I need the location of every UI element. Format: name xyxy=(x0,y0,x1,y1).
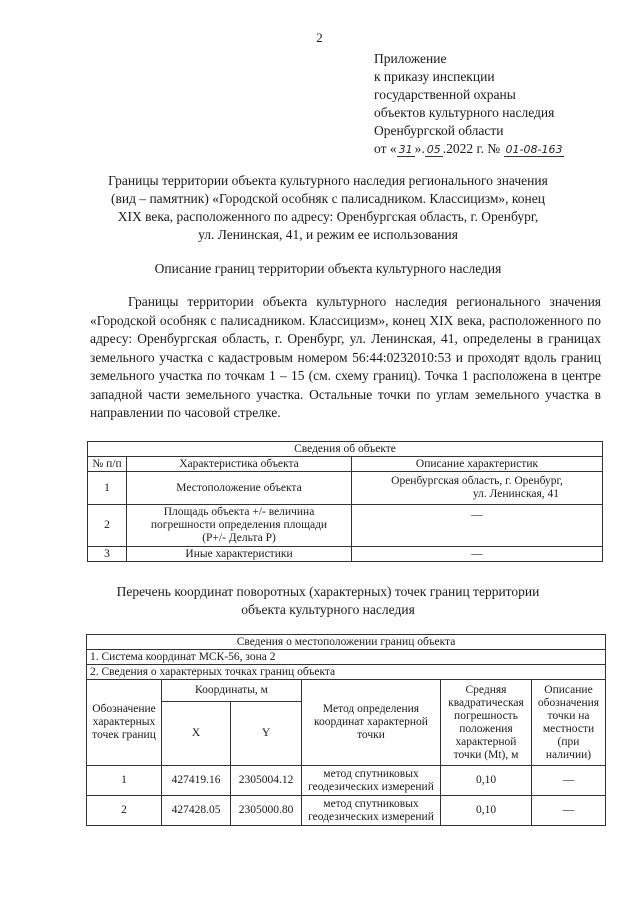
appendix-line: Оренбургской области xyxy=(374,123,504,138)
header-line: характерной xyxy=(455,735,517,748)
header-line: Средняя xyxy=(465,683,507,696)
error-value: 0,10 xyxy=(441,796,532,826)
header-line: точек границ xyxy=(92,729,156,741)
header-line: Описание xyxy=(544,683,593,696)
row-number: 1 xyxy=(88,472,127,505)
table-row xyxy=(87,796,606,826)
appendix-line: государственной охраны xyxy=(374,87,516,102)
table-caption: Сведения о местоположении границ объекта xyxy=(87,635,606,650)
value-line: ул. Ленинская, 41 xyxy=(472,488,559,500)
row-number: 3 xyxy=(88,547,127,562)
description-value: — xyxy=(532,766,606,796)
method-value xyxy=(302,796,441,826)
section-subtitle: Описание границ территории объекта культурного наследия xyxy=(154,261,502,276)
header-line: обозначения xyxy=(537,696,600,709)
point-id: 2 xyxy=(87,796,162,826)
x-value: 427428.05 xyxy=(162,796,231,826)
table-row xyxy=(88,472,603,505)
table-caption: Сведения об объекте xyxy=(88,442,603,457)
method-line: метод спутниковых xyxy=(323,767,419,780)
method-line: геодезических измерений xyxy=(308,810,434,823)
title-line: Границы территории объекта культурного наследия регионального значения xyxy=(108,173,548,188)
char-line: (P+/- Дельта P) xyxy=(202,532,276,544)
coordinates-heading xyxy=(78,583,578,619)
header-line: (при xyxy=(557,735,580,748)
column-header: Характеристика объекта xyxy=(127,457,352,472)
value-line: Оренбургская область, г. Оренбург, xyxy=(391,475,563,487)
row-value: — xyxy=(352,547,603,562)
title-line: (вид – памятник) «Городской особняк с палисадником. Классицизм», конец xyxy=(110,191,546,206)
coordinates-table xyxy=(86,634,606,826)
date-prefix: от « xyxy=(374,141,397,156)
method-line: метод спутниковых xyxy=(323,797,419,810)
row-value: — xyxy=(352,505,603,547)
handwritten-month: 05 xyxy=(426,143,441,156)
error-value: 0,10 xyxy=(441,766,532,796)
header-line: координат характерной xyxy=(314,716,428,728)
table-row xyxy=(87,766,606,796)
char-line: погрешности определения площади xyxy=(150,519,328,531)
y-value: 2305004.12 xyxy=(231,766,302,796)
column-header: Описание характеристик xyxy=(352,457,603,472)
table-row xyxy=(88,505,603,547)
appendix-line: к приказу инспекции xyxy=(374,69,495,84)
description-header xyxy=(532,680,606,766)
coordinates-header: Координаты, м xyxy=(162,680,302,702)
handwritten-order-number: 01-08-163 xyxy=(505,143,563,156)
header-line: погрешность xyxy=(454,709,518,722)
error-header xyxy=(441,680,532,766)
page-number: 2 xyxy=(316,30,323,45)
header-line: квадратическая xyxy=(448,696,524,709)
header-line: положения xyxy=(459,722,513,735)
appendix-block xyxy=(374,50,564,158)
row-characteristic: Иные характеристики xyxy=(127,547,352,562)
coordinate-system: 1. Система координат МСК-56, зона 2 xyxy=(87,650,606,665)
column-header: № п/п xyxy=(88,457,127,472)
order-date-line xyxy=(374,140,564,158)
point-id: 1 xyxy=(87,766,162,796)
header-line: наличии) xyxy=(545,748,592,761)
header-line: точки (Mt), м xyxy=(453,748,519,761)
date-mid: ». xyxy=(414,141,425,156)
method-line: геодезических измерений xyxy=(308,780,434,793)
method-header xyxy=(302,680,441,766)
header-line: точки на xyxy=(547,709,590,722)
description-paragraph: Границы территории объекта культурного наследия регионального значения «Городской особняк с палисадником. Классицизм», конец XIX века, расположенного по адресу: Оренбургская область, г. Оренбург, ул. Ленинская, 41, определены в границах земельного участка с кадастровым номером 56:44:0232010:53 и проходят вдоль границ земельного участка по точкам 1 – 15 (см. схему границ). Точка 1 расположена в центре западной части земельного участка. Остальные точки по углам земельного участка в направлении по часовой стрелке. xyxy=(90,294,601,420)
x-header: X xyxy=(162,702,231,766)
header-line: точки xyxy=(357,729,385,741)
heading-line: объекта культурного наследия xyxy=(241,602,415,617)
handwritten-day: 31 xyxy=(398,143,413,156)
appendix-line: Приложение xyxy=(374,51,447,66)
title-line: XIX века, расположенного по адресу: Оренбургская область, г. Оренбург, xyxy=(117,209,539,224)
row-characteristic xyxy=(127,505,352,547)
header-line: характерных xyxy=(92,716,156,728)
heading-line: Перечень координат поворотных (характерных) точек границ территории xyxy=(116,584,540,599)
row-characteristic: Местоположение объекта xyxy=(127,472,352,505)
y-header: Y xyxy=(231,702,302,766)
table-row xyxy=(88,547,603,562)
description-value: — xyxy=(532,796,606,826)
title-line: ул. Ленинская, 41, и режим ее использования xyxy=(198,227,458,242)
date-year: .2022 г. № xyxy=(442,141,501,156)
object-info-table xyxy=(87,441,603,562)
row-value xyxy=(352,472,603,505)
char-line: Площадь объекта +/- величина xyxy=(163,506,315,518)
y-value: 2305000.80 xyxy=(231,796,302,826)
x-value: 427419.16 xyxy=(162,766,231,796)
header-line: Обозначение xyxy=(92,703,156,715)
header-line: Метод определения xyxy=(322,703,420,715)
document-title xyxy=(78,172,578,244)
points-caption: 2. Сведения о характерных точках границ объекта xyxy=(87,665,606,680)
row-number: 2 xyxy=(88,505,127,547)
header-line: местности xyxy=(542,722,595,735)
method-value xyxy=(302,766,441,796)
appendix-line: объектов культурного наследия xyxy=(374,105,555,120)
point-header xyxy=(87,680,162,766)
